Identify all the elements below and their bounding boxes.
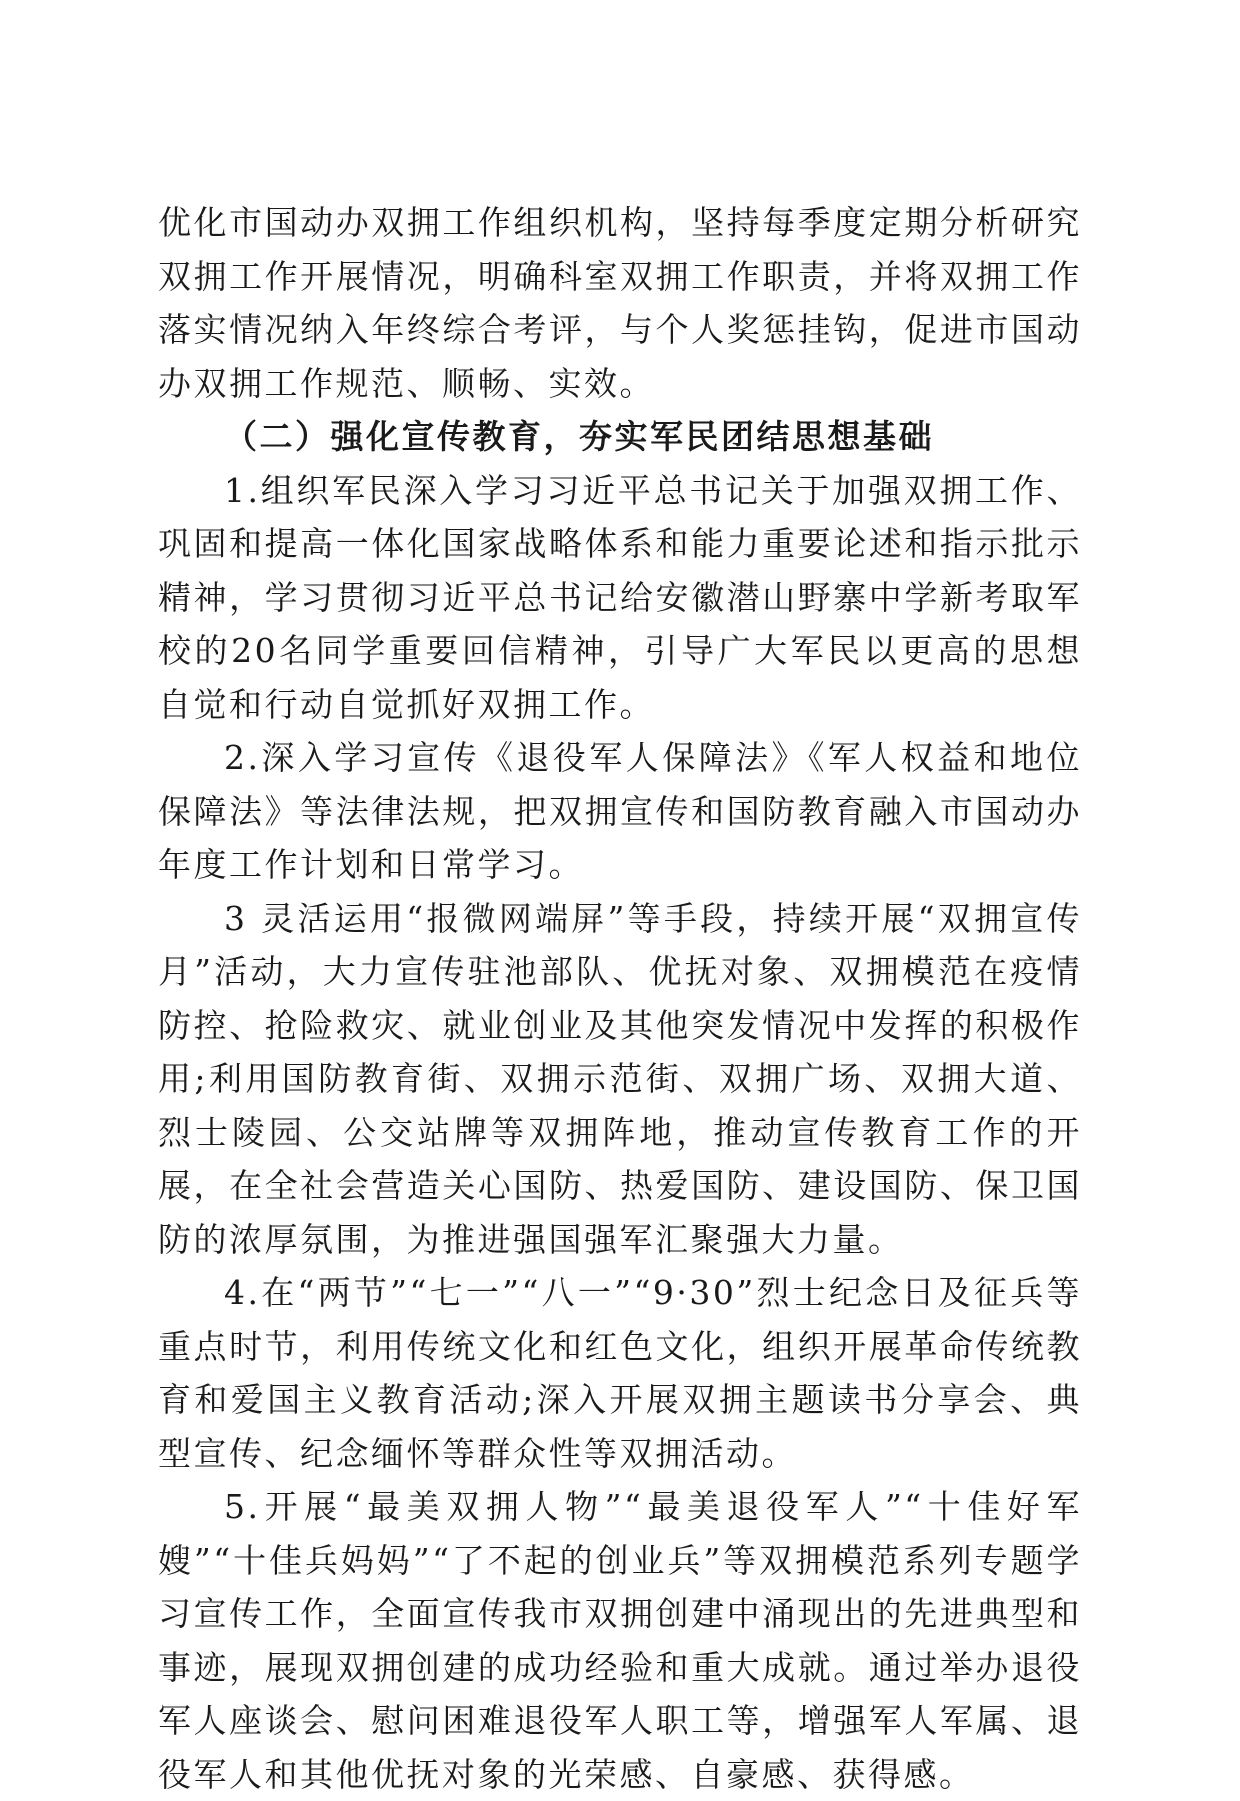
section-heading: （二）强化宣传教育，夯实军民团结思想基础 bbox=[224, 417, 934, 456]
document-body bbox=[158, 196, 1082, 1801]
item-paragraph-5: 5.开展“最美双拥人物”“最美退役军人”“十佳好军嫂”“十佳兵妈妈”“了不起的创业兵”等双拥模范系列专题学习宣传工作，全面宣传我市双拥创建中涌现出的先进典型和事迹，展现双拥创建的成功经验和重大成就。通过举办退役军人座谈会、慰问困难退役军人职工等，增强军人军属、退役军人和其他优抚对象的光荣感、自豪感、获得感。 bbox=[158, 1487, 1082, 1794]
item-paragraph-1: 1.组织军民深入学习习近平总书记关于加强双拥工作、巩固和提高一体化国家战略体系和能力重要论述和指示批示精神，学习贯彻习近平总书记给安徽潜山野寨中学新考取军校的20名同学重要回信精神，引导广大军民以更高的思想自觉和行动自觉抓好双拥工作。 bbox=[158, 470, 1082, 724]
item-paragraph-4: 4.在“两节”“七一”“八一”“9·30”烈士纪念日及征兵等重点时节，利用传统文化和红色文化，组织开展革命传统教育和爱国主义教育活动;深入开展双拥主题读书分享会、典型宣传、纪念缅怀等群众性等双拥活动。 bbox=[158, 1273, 1082, 1473]
item-paragraph-2: 2.深入学习宣传《退役军人保障法》《军人权益和地位保障法》等法律法规，把双拥宣传和国防教育融入市国动办年度工作计划和日常学习。 bbox=[158, 738, 1082, 884]
item-paragraph-3: 3 灵活运用“报微网端屏”等手段，持续开展“双拥宣传月”活动，大力宣传驻池部队、优抚对象、双拥模范在疫情防控、抢险救灾、就业创业及其他突发情况中发挥的积极作用;利用国防教育街、双拥示范街、双拥广场、双拥大道、烈士陵园、公交站牌等双拥阵地，推动宣传教育工作的开展，在全社会营造关心国防、热爱国防、建设国防、保卫国防的浓厚氛围，为推进强国强军汇聚强大力量。 bbox=[158, 898, 1082, 1259]
intro-continuation-paragraph: 优化市国动办双拥工作组织机构，坚持每季度定期分析研究双拥工作开展情况，明确科室双拥工作职责，并将双拥工作落实情况纳入年终综合考评，与个人奖惩挂钩，促进市国动办双拥工作规范、顺畅、实效。 bbox=[158, 203, 1082, 403]
